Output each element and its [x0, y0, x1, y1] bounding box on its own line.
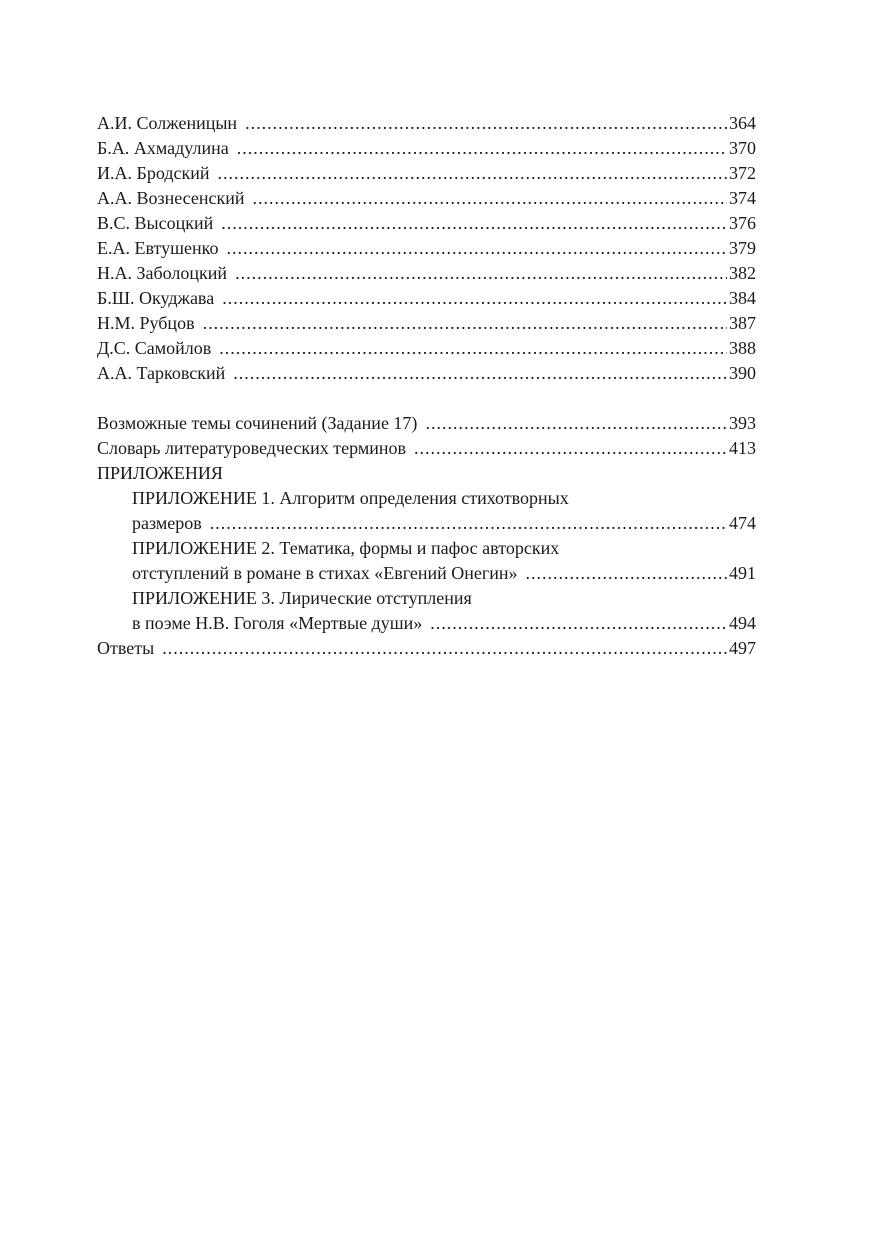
entry-page: 393 [729, 413, 756, 433]
dot-leader [430, 611, 727, 636]
entry-page: 390 [729, 363, 756, 383]
table-of-contents [97, 111, 756, 661]
section-spacer [97, 386, 756, 411]
entry-page: 387 [729, 313, 756, 333]
entry-page: 382 [729, 263, 756, 283]
entry-page: 388 [729, 338, 756, 358]
entry-page: 379 [729, 238, 756, 258]
toc-entry-okudzhava[interactable] [97, 286, 756, 311]
dot-leader [425, 411, 727, 436]
entry-title: Б.Ш. Окуджава [97, 288, 215, 308]
entry-page: 494 [729, 613, 756, 633]
entry-page: 491 [729, 563, 756, 583]
dot-leader [414, 436, 727, 461]
toc-entry-rubtsov[interactable] [97, 311, 756, 336]
entry-title-line2: размеров [132, 513, 202, 533]
toc-entry-samoylov[interactable] [97, 336, 756, 361]
entry-title: Н.М. Рубцов [97, 313, 195, 333]
toc-entry-yevtushenko[interactable] [97, 236, 756, 261]
entry-title: Словарь литературоведческих терминов [97, 438, 406, 458]
toc-entry-tarkovsky[interactable] [97, 361, 756, 386]
dot-leader [253, 186, 727, 211]
entry-title: Е.А. Евтушенко [97, 238, 219, 258]
toc-entry-essay-topics[interactable] [97, 411, 756, 436]
entry-page: 376 [729, 213, 756, 233]
entry-page: 384 [729, 288, 756, 308]
entry-title: Д.С. Самойлов [97, 338, 212, 358]
dot-leader [237, 136, 727, 161]
entry-title: В.С. Высоцкий [97, 213, 214, 233]
dot-leader [221, 211, 727, 236]
entry-title: Н.А. Заболоцкий [97, 263, 228, 283]
entry-title: Возможные темы сочинений (Задание 17) [97, 413, 418, 433]
entry-page: 497 [729, 638, 756, 658]
entry-page: 474 [729, 513, 756, 533]
entry-title: А.А. Тарковский [97, 363, 226, 383]
dot-leader [245, 111, 727, 136]
appendices-heading: ПРИЛОЖЕНИЯ [97, 463, 223, 483]
entry-title: А.И. Солженицын [97, 113, 238, 133]
dot-leader [222, 286, 727, 311]
entry-title: А.А. Вознесенский [97, 188, 245, 208]
dot-leader [217, 161, 727, 186]
toc-entry-vysotsky[interactable] [97, 211, 756, 236]
dot-leader [219, 336, 727, 361]
entry-page: 374 [729, 188, 756, 208]
entry-title: И.А. Бродский [97, 163, 210, 183]
dot-leader [226, 236, 727, 261]
entry-page: 370 [729, 138, 756, 158]
toc-entry-solzhenitsyn[interactable] [97, 111, 756, 136]
toc-entry-glossary[interactable] [97, 436, 756, 461]
toc-entry-appendix-2[interactable] [97, 536, 756, 586]
toc-entry-voznesensky[interactable] [97, 186, 756, 211]
dot-leader [210, 511, 727, 536]
entry-title-line1: ПРИЛОЖЕНИЕ 3. Лирические отступления [132, 588, 472, 608]
dot-leader [526, 561, 727, 586]
entry-title-line2: отступлений в романе в стихах «Евгений Онегин» [132, 563, 518, 583]
toc-entry-brodsky[interactable] [97, 161, 756, 186]
entry-title-line1: ПРИЛОЖЕНИЕ 2. Тематика, формы и пафос авторских [132, 538, 560, 558]
entry-title-line2: в поэме Н.В. Гоголя «Мертвые души» [132, 613, 423, 633]
dot-leader [162, 636, 727, 661]
entry-page: 413 [729, 438, 756, 458]
entry-title: Б.А. Ахмадулина [97, 138, 229, 158]
toc-entry-akhmadulina[interactable] [97, 136, 756, 161]
entry-title-line1: ПРИЛОЖЕНИЕ 1. Алгоритм определения стихотворных [132, 488, 569, 508]
dot-leader [233, 361, 727, 386]
toc-entry-appendix-3[interactable] [97, 586, 756, 636]
toc-entry-appendix-1[interactable] [97, 486, 756, 536]
toc-entry-zabolotsky[interactable] [97, 261, 756, 286]
entry-page: 364 [729, 113, 756, 133]
entry-title: Ответы [97, 638, 155, 658]
dot-leader [235, 261, 727, 286]
entry-page: 372 [729, 163, 756, 183]
toc-entry-answers[interactable] [97, 636, 756, 661]
dot-leader [203, 311, 727, 336]
